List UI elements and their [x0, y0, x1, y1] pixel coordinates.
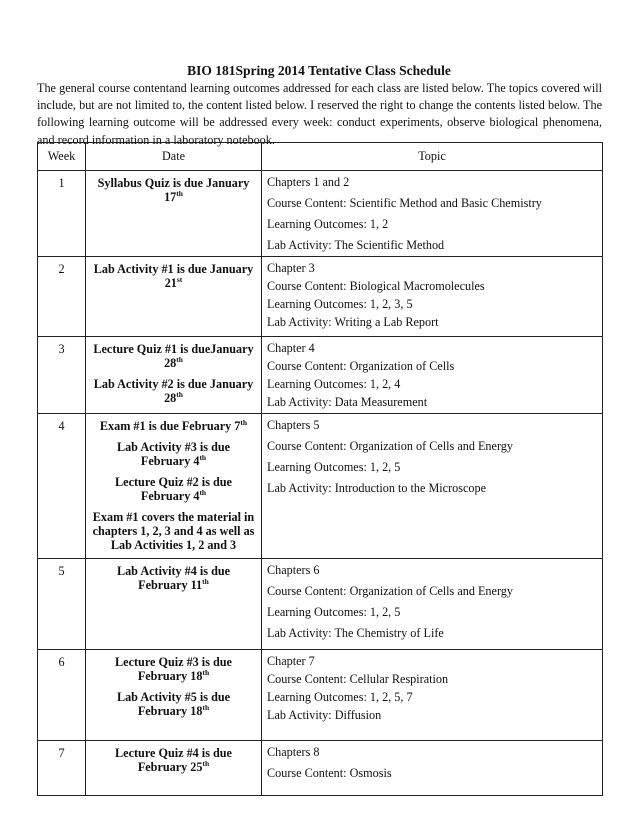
- topic-cell: [262, 257, 603, 337]
- ordinal-suffix: th: [202, 758, 210, 768]
- date-cell: [86, 171, 262, 257]
- topic-line: Chapters 6: [267, 563, 320, 577]
- table-row: [38, 650, 603, 741]
- topic-cell: [262, 650, 603, 741]
- topic-line: Lab Activity: Writing a Lab Report: [267, 315, 439, 329]
- table-row: [38, 337, 603, 414]
- date-cell: [86, 741, 262, 796]
- topic-cell: [262, 171, 603, 257]
- ordinal-suffix: st: [176, 274, 183, 284]
- due-item: [92, 342, 255, 370]
- week-cell: 6: [38, 650, 86, 741]
- due-text: Lecture Quiz #1 is dueJanuary 28: [93, 342, 254, 370]
- due-text: Lecture Quiz #2 is due February 4: [115, 475, 232, 503]
- topic-line: Learning Outcomes: 1, 2, 5: [267, 605, 401, 619]
- due-item: [92, 377, 255, 405]
- topic-line: Learning Outcomes: 1, 2, 5, 7: [267, 690, 413, 704]
- ordinal-suffix: th: [199, 487, 207, 497]
- topic-line: Course Content: Organization of Cells: [267, 359, 455, 373]
- ordinal-suffix: th: [202, 667, 210, 677]
- topic-line: Lab Activity: Introduction to the Microscope: [267, 481, 486, 495]
- topic-line: Chapter 3: [267, 261, 315, 275]
- date-cell: [86, 559, 262, 650]
- topic-line: Lab Activity: The Scientific Method: [267, 238, 445, 252]
- topic-cell: [262, 414, 603, 559]
- table-row: [38, 414, 603, 559]
- ordinal-suffix: th: [176, 354, 183, 364]
- topic-line: Chapters 8: [267, 745, 320, 759]
- header-date: Date: [86, 143, 262, 171]
- ordinal-suffix: th: [240, 417, 248, 427]
- topic-cell: [262, 559, 603, 650]
- due-text: Lab Activity #4 is due February 11: [116, 564, 231, 592]
- ordinal-suffix: th: [202, 576, 209, 586]
- due-item: [92, 440, 255, 468]
- due-text: Lecture Quiz #3 is due February 18: [115, 655, 232, 683]
- topic-line: Learning Outcomes: 1, 2: [267, 217, 389, 231]
- schedule-body: [38, 171, 603, 796]
- week-cell: 4: [38, 414, 86, 559]
- topic-line: Course Content: Cellular Respiration: [267, 672, 449, 686]
- week-cell: 7: [38, 741, 86, 796]
- due-item: [92, 176, 255, 204]
- ordinal-suffix: th: [202, 702, 210, 712]
- ordinal-suffix: th: [176, 389, 183, 399]
- topic-line: Learning Outcomes: 1, 2, 4: [267, 377, 401, 391]
- header-week: Week: [38, 143, 86, 171]
- topic-line: Course Content: Organization of Cells and Energy: [267, 584, 513, 598]
- week-cell: 3: [38, 337, 86, 414]
- due-item: [92, 419, 255, 433]
- due-item: [92, 564, 255, 592]
- topic-line: Course Content: Organization of Cells and Energy: [267, 439, 513, 453]
- table-header-row: [38, 143, 603, 171]
- due-text: Exam #1 is due February 7: [99, 419, 241, 433]
- due-text: Lab Activity #3 is due February 4: [116, 440, 231, 468]
- due-text: Lab Activity #1 is due January 21: [93, 262, 254, 290]
- topic-line: Course Content: Scientific Method and Basic Chemistry: [267, 196, 542, 210]
- due-item: [92, 690, 255, 718]
- date-cell: [86, 650, 262, 741]
- due-text: Lecture Quiz #4 is due February 25: [115, 746, 232, 774]
- date-cell: [86, 414, 262, 559]
- ordinal-suffix: th: [199, 452, 207, 462]
- table-row: [38, 171, 603, 257]
- topic-line: Learning Outcomes: 1, 2, 3, 5: [267, 297, 413, 311]
- date-cell: [86, 337, 262, 414]
- due-text: Lab Activity #2 is due January 28: [93, 377, 254, 405]
- table-row: [38, 741, 603, 796]
- due-item: [92, 510, 255, 552]
- topic-line: Chapters 1 and 2: [267, 175, 350, 189]
- due-text: Syllabus Quiz is due January 17: [97, 176, 250, 204]
- topic-line: Learning Outcomes: 1, 2, 5: [267, 460, 401, 474]
- topic-cell: [262, 337, 603, 414]
- page-title: BIO 181Spring 2014 Tentative Class Schedule: [187, 63, 451, 78]
- week-cell: 2: [38, 257, 86, 337]
- date-cell: [86, 257, 262, 337]
- due-text: Lab Activity #5 is due February 18: [116, 690, 231, 718]
- topic-line: Chapter 4: [267, 341, 315, 355]
- due-item: [92, 475, 255, 503]
- week-cell: 5: [38, 559, 86, 650]
- table-row: [38, 559, 603, 650]
- intro-paragraph: The general course contentand learning outcomes addressed for each class are listed below. The topics covered will include, but are not limited to, the content listed below. I reserved the right to change the contents listed below. The following learning outcome will be addressed every week: conduct experiments, observe biological phenomena, and record information in a laboratory notebook.: [37, 81, 602, 147]
- due-item: [92, 746, 255, 774]
- topic-line: Lab Activity: Diffusion: [267, 708, 382, 722]
- topic-line: Course Content: Osmosis: [267, 766, 392, 780]
- due-item: [92, 655, 255, 683]
- ordinal-suffix: th: [176, 188, 183, 198]
- topic-line: Chapter 7: [267, 654, 315, 668]
- schedule-table: [37, 142, 603, 796]
- due-item: [92, 262, 255, 290]
- topic-line: Chapters 5: [267, 418, 320, 432]
- week-cell: 1: [38, 171, 86, 257]
- topic-line: Lab Activity: Data Measurement: [267, 395, 428, 409]
- table-row: [38, 257, 603, 337]
- topic-cell: [262, 741, 603, 796]
- header-topic: Topic: [262, 143, 603, 171]
- topic-line: Lab Activity: The Chemistry of Life: [267, 626, 444, 640]
- due-text: Exam #1 covers the material in chapters 1, 2, 3 and 4 as well as Lab Activities 1, 2 and 3: [92, 510, 255, 552]
- topic-line: Course Content: Biological Macromolecules: [267, 279, 485, 293]
